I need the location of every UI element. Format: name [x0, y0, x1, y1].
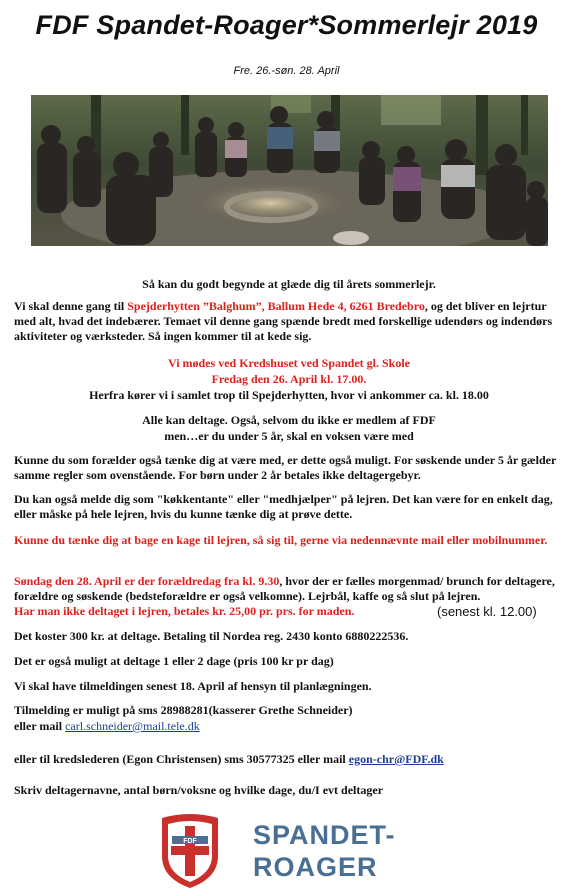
intro-text: Så kan du godt begynde at glæde dig til årets sommerlejr. — [142, 277, 436, 291]
treasurer-email-link[interactable]: carl.schneider@mail.tele.dk — [65, 719, 200, 733]
location-suffix: , og det bliver en lejrtur med alt, hvad det indebærer. Temaet vil denne gang spænde bredt med forskellige udendørs og indendørs aktiviteter og værksteder. Så ingen kommer til at kede sig. — [14, 299, 553, 343]
cake-paragraph: Kunne du tænke dig at bage en kage til lejren, så sig til, gerne via nedennævnte mail eller mobilnummer. — [14, 533, 548, 547]
helpers-paragraph: Du kan også melde dig som "køkkentante" eller "medhjælper" på lejren. Det kan være for en enkelt dag, eller måske på hele lejren, hvis du kunne tænke dig at prøve dette. — [14, 492, 553, 521]
event-dates: Fre. 26.-søn. 28. April — [233, 65, 340, 77]
signup-deadline: Vi skal have tilmeldingen senest 18. April af hensyn til planlægningen. — [14, 679, 372, 693]
signup-mail-prefix: eller mail — [14, 719, 66, 733]
logo-text-line-2: ROAGER — [253, 852, 378, 882]
badge-text: FDF — [183, 838, 197, 845]
sunday-end-time: (senest kl. 12.00) — [437, 604, 537, 619]
location-address: Spejderhytten ”Balghum”, Ballum Hede 4, 6261 Bredebro — [127, 299, 425, 313]
signup-sms: Tilmelding er muligt på sms 28988281(kasserer Grethe Schneider) — [14, 703, 353, 717]
location-prefix: Vi skal denne gang til — [14, 299, 128, 313]
cost-info: Det koster 300 kr. at deltage. Betaling til Nordea reg. 2430 konto 6880222536. — [14, 629, 409, 643]
registration-instructions: Skriv deltagernavne, antal børn/voksne og hvilke dage, du/I evt deltager — [14, 783, 384, 797]
travel-info: Herfra kører vi i samlet trop til Spejderhytten, hvor vi ankommer ca. kl. 18.00 — [89, 388, 489, 402]
eligibility-line-2: men…er du under 5 år, skal en voksen være med — [164, 429, 414, 443]
logo-text-line-1: SPANDET- — [253, 820, 396, 850]
signup-mail — [14, 719, 564, 734]
campfire-photo — [31, 95, 548, 246]
leader-contact — [14, 752, 564, 767]
sunday-details: , hvor der er fælles morgenmad/ brunch for deltagere, forældre og søskende (bedsteforældre er også velkomne). Lejrbål, kaffe og så slut på lejren. — [14, 574, 555, 603]
leader-contact-text: eller til kredslederen (Egon Christensen) sms 30577325 eller mail — [14, 752, 349, 766]
page-title: FDF Spandet-Roager*Sommerlejr 2019 — [35, 10, 538, 40]
food-price-note: Har man ikke deltaget i lejren, betales kr. 25,00 pr. prs. for maden. — [14, 604, 355, 618]
eligibility-line-1: Alle kan deltage. Også, selvom du ikke er medlem af FDF — [142, 413, 436, 427]
meeting-place: Vi mødes ved Kredshuset ved Spandet gl. Skole — [167, 356, 411, 370]
leader-email-link[interactable]: egon-chr@FDF.dk — [348, 752, 444, 766]
parents-paragraph: Kunne du som forælder også tænke dig at være med, er dette også muligt. For søskende under 5 år gælder samme regler som ovenstående. For børn under 2 år betales ikke deltagergebyr. — [14, 453, 557, 482]
sunday-date: Søndag den 28. April er der forældredag fra kl. 9.30 — [14, 574, 280, 588]
meeting-time: Fredag den 26. April kl. 17.00. — [211, 372, 367, 386]
partial-days-info: Det er også muligt at deltage 1 eller 2 dage (pris 100 kr pr dag) — [14, 654, 334, 668]
location-paragraph — [14, 299, 564, 344]
fdf-badge-logo — [158, 812, 222, 890]
